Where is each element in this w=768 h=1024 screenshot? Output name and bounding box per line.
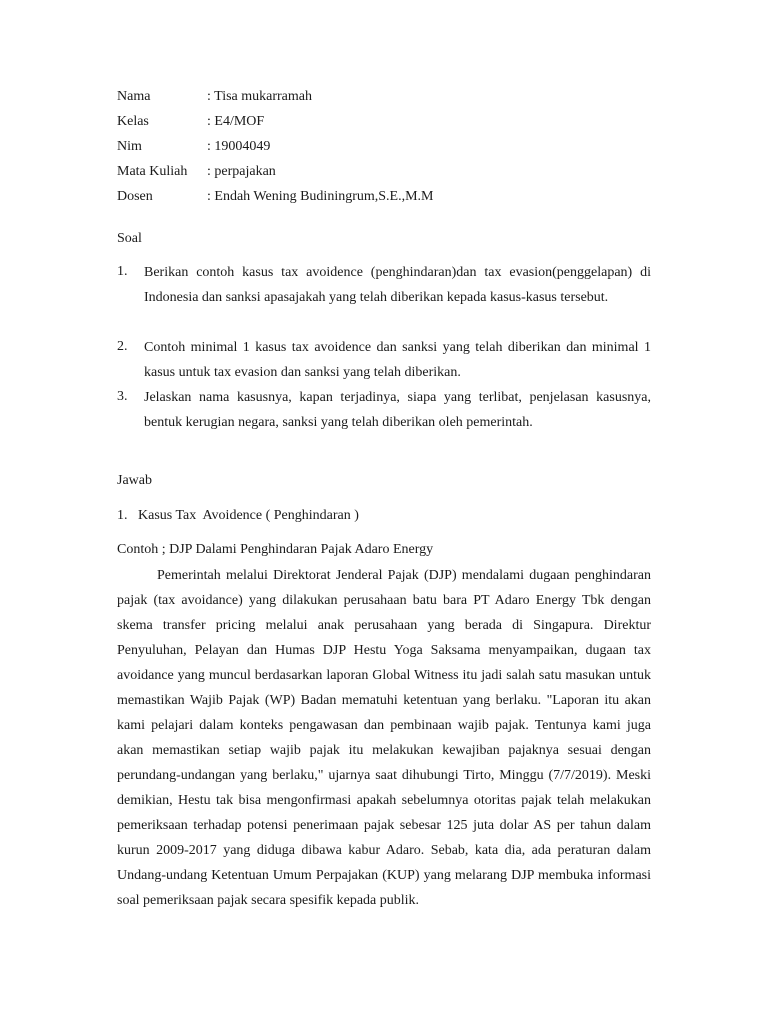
question-number: 2.	[117, 339, 128, 354]
header-label: Nama	[117, 89, 151, 104]
header-label: Nim	[117, 139, 142, 154]
header-value: : perpajakan	[207, 164, 276, 179]
header-value: : Tisa mukarramah	[207, 89, 312, 104]
soal-heading: Soal	[117, 231, 142, 246]
header-value: : E4/MOF	[207, 114, 265, 129]
question-text: Jelaskan nama kasusnya, kapan terjadinya, siapa yang terlibat, penjelasan kasusnya, bentuk kerugian negara, sanksi yang telah diberikan oleh pemerintah.	[144, 390, 651, 430]
question-number: 3.	[117, 389, 128, 404]
answer-item: 1. Kasus Tax Avoidence ( Penghindaran )	[117, 508, 359, 523]
header-value: : 19004049	[207, 139, 271, 154]
header-value: : Endah Wening Budiningrum,S.E.,M.M	[207, 189, 434, 204]
body-paragraph: Pemerintah melalui Direktorat Jenderal Pajak (DJP) mendalami dugaan penghindaran pajak (tax avoidance) yang dilakukan perusahaan batu bara PT Adaro Energy Tbk dengan skema transfer pricing melalui anak perusahaan yang berada di Singapura. Direktur Penyuluhan, Pelayan dan Humas DJP Hestu Yoga Saksama menyampaikan, dugaan tax avoidance yang muncul berdasarkan laporan Global Witness itu jadi salah satu masukan untuk memastikan Wajib Pajak (WP) Badan mematuhi ketentuan yang berlaku. "Laporan itu akan kami pelajari dalam konteks pengawasan dan pembinaan wajib pajak. Tentunya kami juga akan memastikan setiap wajib pajak itu melakukan kewajiban pajaknya sesuai dengan perundang-undangan yang berlaku," ujarnya saat dihubungi Tirto, Minggu (7/7/2019). Meski demikian, Hestu tak bisa mengonfirmasi apakah sebelumnya otoritas pajak telah melakukan pemeriksaan terhadap potensi penerimaan pajak sebesar 125 juta dolar AS per tahun dalam kurun 2009-2017 yang diduga dibawa kabur Adaro. Sebab, kata dia, ada peraturan dalam Undang-undang Ketentuan Umum Perpajakan (KUP) yang melarang DJP membuka informasi soal pemeriksaan pajak secara spesifik kepada publik.	[117, 568, 651, 908]
question-number: 1.	[117, 264, 128, 279]
question-text: Contoh minimal 1 kasus tax avoidence dan sanksi yang telah diberikan dan minimal 1 kasus untuk tax evasion dan sanksi yang telah diberikan.	[144, 340, 651, 380]
header-label: Dosen	[117, 189, 153, 204]
example-title: Contoh ; DJP Dalami Penghindaran Pajak Adaro Energy	[117, 542, 434, 557]
jawab-heading: Jawab	[117, 473, 152, 488]
header-label: Mata Kuliah	[117, 164, 188, 179]
header-label: Kelas	[117, 114, 149, 129]
question-text: Berikan contoh kasus tax avoidence (penghindaran)dan tax evasion(penggelapan) di Indonesia dan sanksi apasajakah yang telah diberikan kepada kasus-kasus tersebut.	[144, 265, 651, 305]
